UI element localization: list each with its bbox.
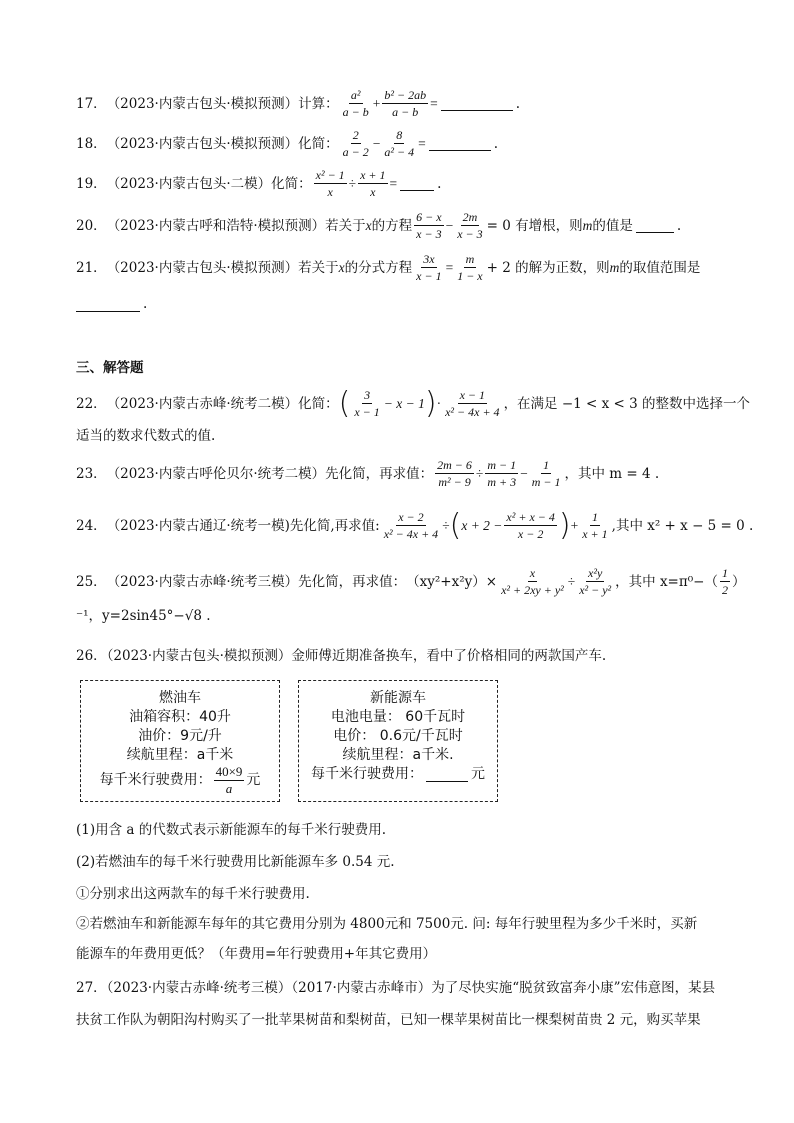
box-title: 新能源车 bbox=[370, 690, 426, 706]
question-number: 17． bbox=[76, 95, 107, 112]
fraction: $\frac{2m - 6}{\text{m² − 9}}$ bbox=[437, 458, 472, 489]
box-line-cost: 每千米行驶费用： 元 bbox=[311, 766, 485, 782]
fraction: $\frac{\text{b² − 2ab}}{a - b}$ bbox=[384, 88, 427, 119]
fraction: $\frac{2}{a - 2}$ bbox=[342, 128, 369, 159]
fraction: $\frac{2m}{x - 3}$ bbox=[457, 210, 483, 241]
part-2: (2)若燃油车的每千米行驶费用比新能源车多 0.54 元. bbox=[76, 854, 395, 870]
fraction: $\frac{m - 1}{m + 3}$ bbox=[487, 458, 517, 489]
fraction: $\frac{3x}{x - 1}$ bbox=[416, 252, 442, 283]
fraction: $\frac{\text{x² − 1}}{x}$ bbox=[315, 168, 345, 199]
box-line: 续航里程：a千米 bbox=[126, 747, 234, 763]
answer-blank[interactable] bbox=[426, 767, 468, 782]
ev-car-info-box bbox=[298, 680, 498, 802]
part-1: (1)用含 a 的代数式表示新能源车的每千米行驶费用. bbox=[76, 822, 387, 838]
fraction: $\frac{1}{x + 1}$ bbox=[582, 510, 608, 541]
fraction: $\frac{8}{\text{a² − 4}}$ bbox=[384, 128, 415, 159]
fuel-car-info-box bbox=[80, 680, 280, 802]
fraction: $\frac{40\times 9}{a}$ bbox=[215, 764, 243, 796]
box-title: 燃油车 bbox=[159, 690, 201, 706]
fraction: $\frac{1}{m - 1}$ bbox=[531, 458, 561, 489]
fraction: $\frac{6 - x}{x - 3}$ bbox=[416, 210, 442, 241]
question-source: （2023·内蒙古呼和浩特·模拟预测）若关于 bbox=[106, 217, 366, 234]
question-24: 24． （2023·内蒙古通辽·统考一模)先化简,再求值: $\frac{x - 2}{\text{x² − 4x + 4}}$ ÷ ( x + 2 − $\frac{\text{x² + x − 4}}{x - 2}$ ) + $\frac{1}{x + 1}$ ,其中 x² + x − 5 = 0 . bbox=[76, 507, 754, 543]
box-line: 续航里程：a千米. bbox=[342, 747, 454, 763]
question-22-line2: 适当的数求代数式的值. bbox=[76, 428, 216, 444]
question-source: （2023·内蒙古呼伦贝尔·统考二模）先化简，再求值： bbox=[106, 465, 434, 482]
fraction: $\frac{\text{a²}}{a - b}$ bbox=[342, 88, 369, 119]
question-20: 20． （2023·内蒙古呼和浩特·模拟预测）若关于 x 的方程 $\frac{6 - x}{x - 3}$ − $\frac{2m}{x - 3}$ = 0 有增根，则 m 的值是 . bbox=[76, 210, 682, 241]
question-17: 17． （2023·内蒙古包头·模拟预测）计算： $\frac{\text{a²}}{a - b}$ + $\frac{\text{b² − 2ab}}{a - b}$ = . bbox=[76, 88, 520, 119]
question-source: （2023·内蒙古包头·模拟预测）化简： bbox=[106, 135, 339, 152]
answer-blank[interactable] bbox=[429, 136, 491, 151]
answer-blank[interactable] bbox=[441, 96, 513, 111]
question-source: （2023·内蒙古包头·二模）化简： bbox=[106, 175, 312, 192]
question-source: （2023·内蒙古包头·模拟预测）计算： bbox=[106, 95, 339, 112]
fraction: $\frac{m}{1 - x}$ bbox=[457, 252, 483, 283]
question-source: （2023·内蒙古包头·模拟预测）金师傅近期准备换车，看中了价格相同的两款国产车. bbox=[106, 648, 607, 664]
answer-blank[interactable] bbox=[400, 176, 434, 191]
part-2-2-cont: 能源车的年费用更低？（年费用=年行驶费用+年其它费用） bbox=[76, 946, 437, 962]
answer-blank[interactable] bbox=[636, 218, 674, 233]
fraction: $\frac{3}{x - 1}$ bbox=[354, 388, 380, 419]
question-25: 25． （2023·内蒙古赤峰·统考三模）先化简，再求值： （xy²+x²y）× $\frac{x}{\text{x² + 2xy + y²}}$ ÷ $\frac{\text{x²y}}{\text{x² − y²}}$ ，其中 x=π⁰−（ $\frac{1}{2}$ ） bbox=[76, 566, 746, 597]
question-19: 19． （2023·内蒙古包头·二模）化简： $\frac{\text{x² − 1}}{x}$ ÷ $\frac{x + 1}{x}$ = . bbox=[76, 168, 442, 199]
question-21-answer-line: . bbox=[76, 294, 147, 314]
box-line-cost: 每千米行驶费用： $\frac{40\times 9}{a}$ 元 bbox=[99, 764, 261, 796]
answer-blank[interactable] bbox=[76, 297, 140, 312]
question-18: 18． （2023·内蒙古包头·模拟预测）化简： $\frac{2}{a - 2}$ − $\frac{8}{\text{a² − 4}}$ = . bbox=[76, 128, 498, 159]
question-21: 21． （2023·内蒙古包头·模拟预测）若关于 x 的分式方程 $\frac{3x}{x - 1}$ = $\frac{m}{1 - x}$ + 2 的解为正数，则 m 的取值范围是 bbox=[76, 252, 701, 283]
section-heading: 三、解答题 bbox=[76, 360, 144, 376]
fraction: $\frac{x - 1}{\text{x² − 4x + 4}}$ bbox=[445, 388, 500, 419]
box-line: 油价：9元/升 bbox=[138, 728, 222, 744]
question-23: 23． （2023·内蒙古呼伦贝尔·统考二模）先化简，再求值： $\frac{2m - 6}{\text{m² − 9}}$ ÷ $\frac{m - 1}{m + 3}$ − $\frac{1}{m - 1}$ ，其中 m = 4 . bbox=[76, 458, 660, 489]
question-source: （2023·内蒙古包头·模拟预测）若关于 bbox=[106, 259, 339, 276]
fraction: $\frac{\text{x²y}}{\text{x² − y²}}$ bbox=[579, 566, 612, 597]
box-line: 电价： 0.6元/千瓦时 bbox=[333, 728, 463, 744]
question-source: （2023·内蒙古赤峰·统考二模）化简： bbox=[106, 395, 339, 412]
box-line: 电池电量： 60千瓦时 bbox=[330, 709, 466, 725]
question-source: （2023·内蒙古赤峰·统考三模）先化简，再求值： bbox=[106, 573, 407, 590]
question-22: 22． （2023·内蒙古赤峰·统考二模）化简： ( $\frac{3}{x - 1}$ − x − 1 ) · $\frac{x - 1}{\text{x² − 4x + 4}}$ ，在满足 −1 < x < 3 的整数中选择一个 bbox=[76, 385, 751, 421]
question-26: 26．（2023·内蒙古包头·模拟预测）金师傅近期准备换车，看中了价格相同的两款国产车. bbox=[76, 648, 607, 664]
part-2-2: ②若燃油车和新能源车每年的其它费用分别为 4800元和 7500元. 问: 每年行驶里程为多少千米时，买新 bbox=[76, 916, 698, 932]
question-source: （2023·内蒙古通辽·统考一模)先化简,再求值: bbox=[106, 517, 380, 534]
question-25-line2: ⁻¹，y=2sin45°−√8 . bbox=[76, 608, 211, 624]
fraction: $\frac{x + 1}{x}$ bbox=[360, 168, 386, 199]
part-2-1: ①分别求出这两款车的每千米行驶费用. bbox=[76, 886, 310, 902]
fraction: $\frac{x}{\text{x² + 2xy + y²}}$ bbox=[501, 566, 564, 597]
fraction: $\frac{x - 2}{\text{x² − 4x + 4}}$ bbox=[383, 510, 439, 541]
question-27: 27．（2023·内蒙古赤峰·统考三模）（2017·内蒙古赤峰市）为了尽快实施“脱贫致富奔小康”宏伟意图，某县 bbox=[76, 980, 716, 996]
fraction: $\frac{1}{2}$ bbox=[721, 566, 728, 597]
box-line: 油箱容积：40升 bbox=[129, 709, 231, 725]
fraction: $\frac{\text{x² + x − 4}}{x - 2}$ bbox=[506, 510, 555, 541]
question-27-line2: 扶贫工作队为朝阳沟村购买了一批苹果树苗和梨树苗，已知一棵苹果树苗比一棵梨树苗贵 2 元，购买苹果 bbox=[76, 1012, 701, 1028]
